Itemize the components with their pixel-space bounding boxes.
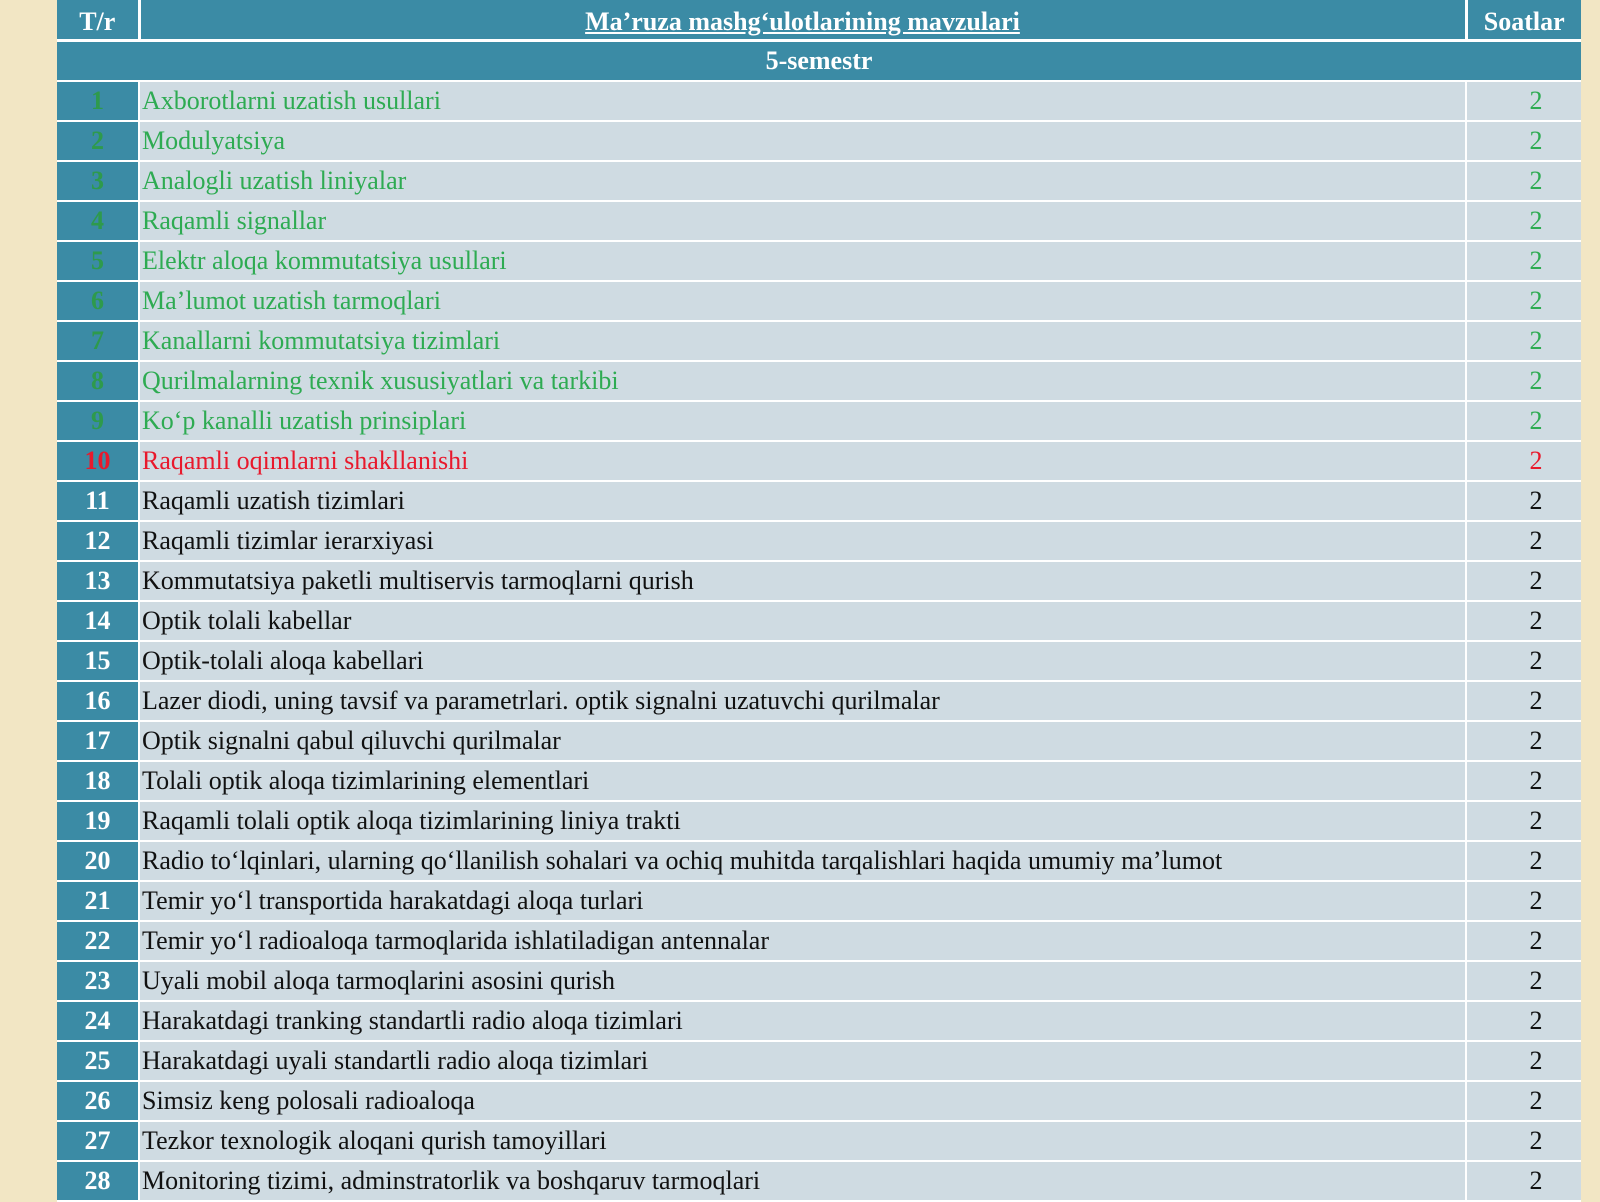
row-number: 13 <box>57 561 139 601</box>
table-row <box>57 881 1581 921</box>
table-row <box>57 361 1581 401</box>
row-number: 18 <box>57 761 139 801</box>
row-hours: 2 <box>1466 841 1581 881</box>
table-row <box>57 921 1581 961</box>
row-hours: 2 <box>1466 961 1581 1001</box>
semester-label: 5-semestr <box>57 41 1581 82</box>
table-row <box>57 801 1581 841</box>
table-row <box>57 401 1581 441</box>
row-number: 28 <box>57 1161 139 1201</box>
row-hours: 2 <box>1466 361 1581 401</box>
row-number: 17 <box>57 721 139 761</box>
row-hours: 2 <box>1466 401 1581 441</box>
table-row <box>57 161 1581 201</box>
row-hours: 2 <box>1466 201 1581 241</box>
row-number: 26 <box>57 1081 139 1121</box>
row-number: 20 <box>57 841 139 881</box>
row-topic: Raqamli uzatish tizimlari <box>139 481 1466 521</box>
row-topic: Tezkor texnologik aloqani qurish tamoyillari <box>139 1121 1466 1161</box>
table-row <box>57 1121 1581 1161</box>
row-number: 14 <box>57 601 139 641</box>
row-number: 7 <box>57 321 139 361</box>
table-row <box>57 601 1581 641</box>
row-hours: 2 <box>1466 681 1581 721</box>
row-hours: 2 <box>1466 801 1581 841</box>
row-number: 24 <box>57 1001 139 1041</box>
lecture-topics-table <box>57 0 1581 1202</box>
row-hours: 2 <box>1466 1121 1581 1161</box>
row-hours: 2 <box>1466 121 1581 161</box>
row-number: 3 <box>57 161 139 201</box>
row-topic: Elektr aloqa kommutatsiya usullari <box>139 241 1466 281</box>
row-hours: 2 <box>1466 721 1581 761</box>
row-hours: 2 <box>1466 441 1581 481</box>
table-row <box>57 561 1581 601</box>
row-topic: Raqamli tolali optik aloqa tizimlarining liniya trakti <box>139 801 1466 841</box>
row-hours: 2 <box>1466 921 1581 961</box>
table-row <box>57 521 1581 561</box>
row-number: 19 <box>57 801 139 841</box>
row-topic: Lazer diodi, uning tavsif va parametrlari. optik signalni uzatuvchi qurilmalar <box>139 681 1466 721</box>
table-row <box>57 681 1581 721</box>
row-number: 15 <box>57 641 139 681</box>
table-body <box>57 41 1581 1202</box>
row-number: 4 <box>57 201 139 241</box>
row-topic: Tolali optik aloqa tizimlarining elementlari <box>139 761 1466 801</box>
row-hours: 2 <box>1466 641 1581 681</box>
header-topic: Ma’ruza mashg‘ulotlarining mavzulari <box>139 0 1466 41</box>
row-topic: Raqamli tizimlar ierarxiyasi <box>139 521 1466 561</box>
row-topic: Monitoring tizimi, adminstratorlik va boshqaruv tarmoqlari <box>139 1161 1466 1201</box>
row-number: 1 <box>57 81 139 121</box>
row-hours: 2 <box>1466 1041 1581 1081</box>
row-hours: 2 <box>1466 81 1581 121</box>
table-row <box>57 721 1581 761</box>
table-row <box>57 841 1581 881</box>
row-topic: Radio to‘lqinlari, ularning qo‘llanilish sohalari va ochiq muhitda tarqalishlari haqida umumiy ma’lumot <box>139 841 1466 881</box>
table-row <box>57 121 1581 161</box>
row-number: 12 <box>57 521 139 561</box>
row-hours: 2 <box>1466 321 1581 361</box>
table-row <box>57 1081 1581 1121</box>
row-topic: Qurilmalarning texnik xususiyatlari va tarkibi <box>139 361 1466 401</box>
row-number: 23 <box>57 961 139 1001</box>
row-number: 5 <box>57 241 139 281</box>
row-hours: 2 <box>1466 481 1581 521</box>
table-row <box>57 281 1581 321</box>
table-row <box>57 961 1581 1001</box>
table-row <box>57 241 1581 281</box>
row-number: 27 <box>57 1121 139 1161</box>
row-number: 16 <box>57 681 139 721</box>
table-header-row <box>57 0 1581 41</box>
table-row <box>57 1001 1581 1041</box>
row-topic: Simsiz keng polosali radioaloqa <box>139 1081 1466 1121</box>
row-hours: 2 <box>1466 601 1581 641</box>
row-hours: 2 <box>1466 281 1581 321</box>
table-row <box>57 481 1581 521</box>
row-topic: Temir yo‘l radioaloqa tarmoqlarida ishlatiladigan antennalar <box>139 921 1466 961</box>
table-row <box>57 441 1581 481</box>
row-topic: Optik tolali kabellar <box>139 601 1466 641</box>
row-topic: Ma’lumot uzatish tarmoqlari <box>139 281 1466 321</box>
row-hours: 2 <box>1466 881 1581 921</box>
row-number: 2 <box>57 121 139 161</box>
row-number: 9 <box>57 401 139 441</box>
row-topic: Analogli uzatish liniyalar <box>139 161 1466 201</box>
row-hours: 2 <box>1466 561 1581 601</box>
table-row <box>57 81 1581 121</box>
row-topic: Optik-tolali aloqa kabellari <box>139 641 1466 681</box>
row-topic: Raqamli signallar <box>139 201 1466 241</box>
table-row <box>57 321 1581 361</box>
header-hours: Soatlar <box>1466 0 1581 41</box>
table-row <box>57 761 1581 801</box>
row-topic: Kommutatsiya paketli multiservis tarmoqlarni qurish <box>139 561 1466 601</box>
header-number: T/r <box>57 0 139 41</box>
row-topic: Uyali mobil aloqa tarmoqlarini asosini qurish <box>139 961 1466 1001</box>
table-row <box>57 201 1581 241</box>
row-hours: 2 <box>1466 241 1581 281</box>
semester-row <box>57 41 1581 82</box>
row-topic: Ko‘p kanalli uzatish prinsiplari <box>139 401 1466 441</box>
row-hours: 2 <box>1466 521 1581 561</box>
row-number: 10 <box>57 441 139 481</box>
table-row <box>57 1161 1581 1201</box>
table-row <box>57 1041 1581 1081</box>
row-hours: 2 <box>1466 1081 1581 1121</box>
row-hours: 2 <box>1466 1161 1581 1201</box>
row-hours: 2 <box>1466 161 1581 201</box>
row-topic: Harakatdagi uyali standartli radio aloqa tizimlari <box>139 1041 1466 1081</box>
row-number: 8 <box>57 361 139 401</box>
row-topic: Optik signalni qabul qiluvchi qurilmalar <box>139 721 1466 761</box>
row-topic: Temir yo‘l transportida harakatdagi aloqa turlari <box>139 881 1466 921</box>
row-number: 25 <box>57 1041 139 1081</box>
row-topic: Raqamli oqimlarni shakllanishi <box>139 441 1466 481</box>
table-row <box>57 641 1581 681</box>
row-topic: Modulyatsiya <box>139 121 1466 161</box>
row-number: 6 <box>57 281 139 321</box>
row-hours: 2 <box>1466 1001 1581 1041</box>
row-number: 11 <box>57 481 139 521</box>
row-hours: 2 <box>1466 761 1581 801</box>
row-topic: Axborotlarni uzatish usullari <box>139 81 1466 121</box>
row-topic: Harakatdagi tranking standartli radio aloqa tizimlari <box>139 1001 1466 1041</box>
row-number: 22 <box>57 921 139 961</box>
row-number: 21 <box>57 881 139 921</box>
row-topic: Kanallarni kommutatsiya tizimlari <box>139 321 1466 361</box>
